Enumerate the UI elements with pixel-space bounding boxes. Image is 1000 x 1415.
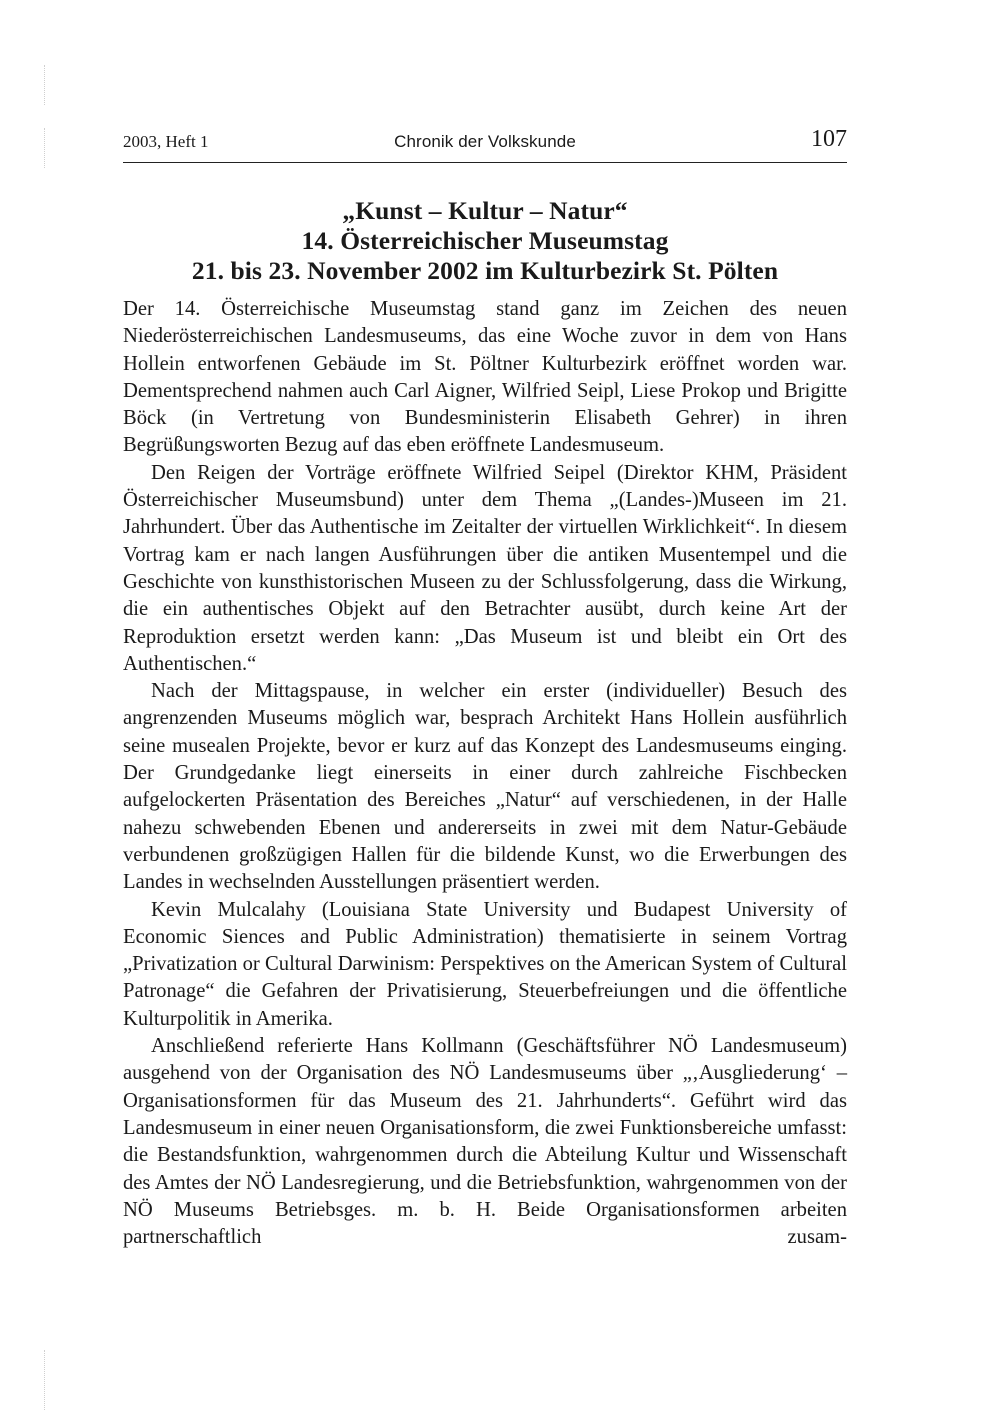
document-page [123,128,847,1251]
paragraph-5: Anschließend referierte Hans Kollmann (Geschäftsführer NÖ Landesmuseum) ausgehend von der Organisation des NÖ Landesmuseums über „‚Ausgliederung‘ – Organisationsformen für das Museum des 21. Jahrhunderts“. Geführt wird das Landesmuseum in einer neuen Organisationsform, die zwei Funktionsbereiche umfasst: die Bestandsfunktion, wahrgenommen durch die Abteilung Kultur und Wissenschaft des Amtes der NÖ Landesregierung, und die Betriebsfunktion, wahrgenommen von der NÖ Museums Betriebsges. m. b. H. Beide Organisationsformen arbeiten partnerschaftlich zusam- [123,1035,847,1249]
scan-artifact-bottom [44,1350,45,1410]
journal-title: Chronik der Volkskunde [394,132,576,151]
scan-artifact-left-margin [44,128,45,168]
article-body [123,296,847,1251]
paragraph-1: Der 14. Österreichische Museumstag stand ganz im Zeichen des neuen Niederösterreichischen Landesmuseums, das eine Woche zuvor in dem von Hans Hollein entworfenen Gebäude im St. Pöltner Kulturbezirk eröffnet worden war. Dementsprechend nahmen auch Carl Aigner, Wilfried Seipl, Liese Prokop und Brigitte Böck (in Vertretung von Bundesministerin Elisabeth Gehrer) in ihren Begrüßungsworten Bezug auf das eben eröffnete Landesmuseum. [123,298,847,457]
title-line-2: 14. Österreichischer Museumstag [301,226,669,255]
paragraph-3: Nach der Mittagspause, in welcher ein erster (individueller) Besuch des angrenzenden Museums möglich war, besprach Architekt Hans Hollein ausführlich seine musealen Projekte, bevor er kurz auf das Konzept des Landesmuseums einging. Der Grundgedanke liegt einerseits in einer durch zahlreiche Fischbecken aufgelockerten Präsentation des Bereiches „Natur“ auf verschiedenen, in der Halle nahezu schwebenden Ebenen und andererseits in zwei mit dem Natur-Gebäude verbundenen großzügigen Hallen für die bildende Kunst, wo die Erwerbungen des Landes in wechselnden Ausstellungen präsentiert werden. [123,680,847,894]
title-line-1: „Kunst – Kultur – Natur“ [342,196,628,225]
scan-artifact-top [44,65,45,105]
paragraph-4: Kevin Mulcalahy (Louisiana State University und Budapest University of Economic Siences and Public Administration) thematisierte in seinem Vortrag „Privatization or Cultural Darwinism: Perspektives on the American System of Cultural Patronage“ die Gefahren der Privatisierung, Steuerbefreiungen und die öffentliche Kulturpolitik in Amerika. [123,898,847,1030]
article-title [123,196,847,286]
issue-label: 2003, Heft 1 [123,132,209,151]
page-number: 107 [811,126,847,152]
title-line-3: 21. bis 23. November 2002 im Kulturbezirk St. Pölten [191,256,779,285]
running-header [123,128,847,163]
paragraph-2: Den Reigen der Vorträge eröffnete Wilfried Seipel (Direktor KHM, Präsident Österreichischer Museumsbund) unter dem Thema „(Landes-)Museen im 21. Jahrhundert. Über das Authentische im Zeitalter der virtuellen Wirklichkeit“. In diesem Vortrag kam er nach langen Ausführungen über die antiken Musentempel und die Geschichte von kunsthistorischen Museen zu der Schlussfolgerung, dass die Wirkung, die ein authentisches Objekt auf den Betrachter ausübt, durch keine Art der Reproduktion ersetzt werden kann: „Das Museum ist und bleibt ein Ort des Authentischen.“ [123,461,847,675]
